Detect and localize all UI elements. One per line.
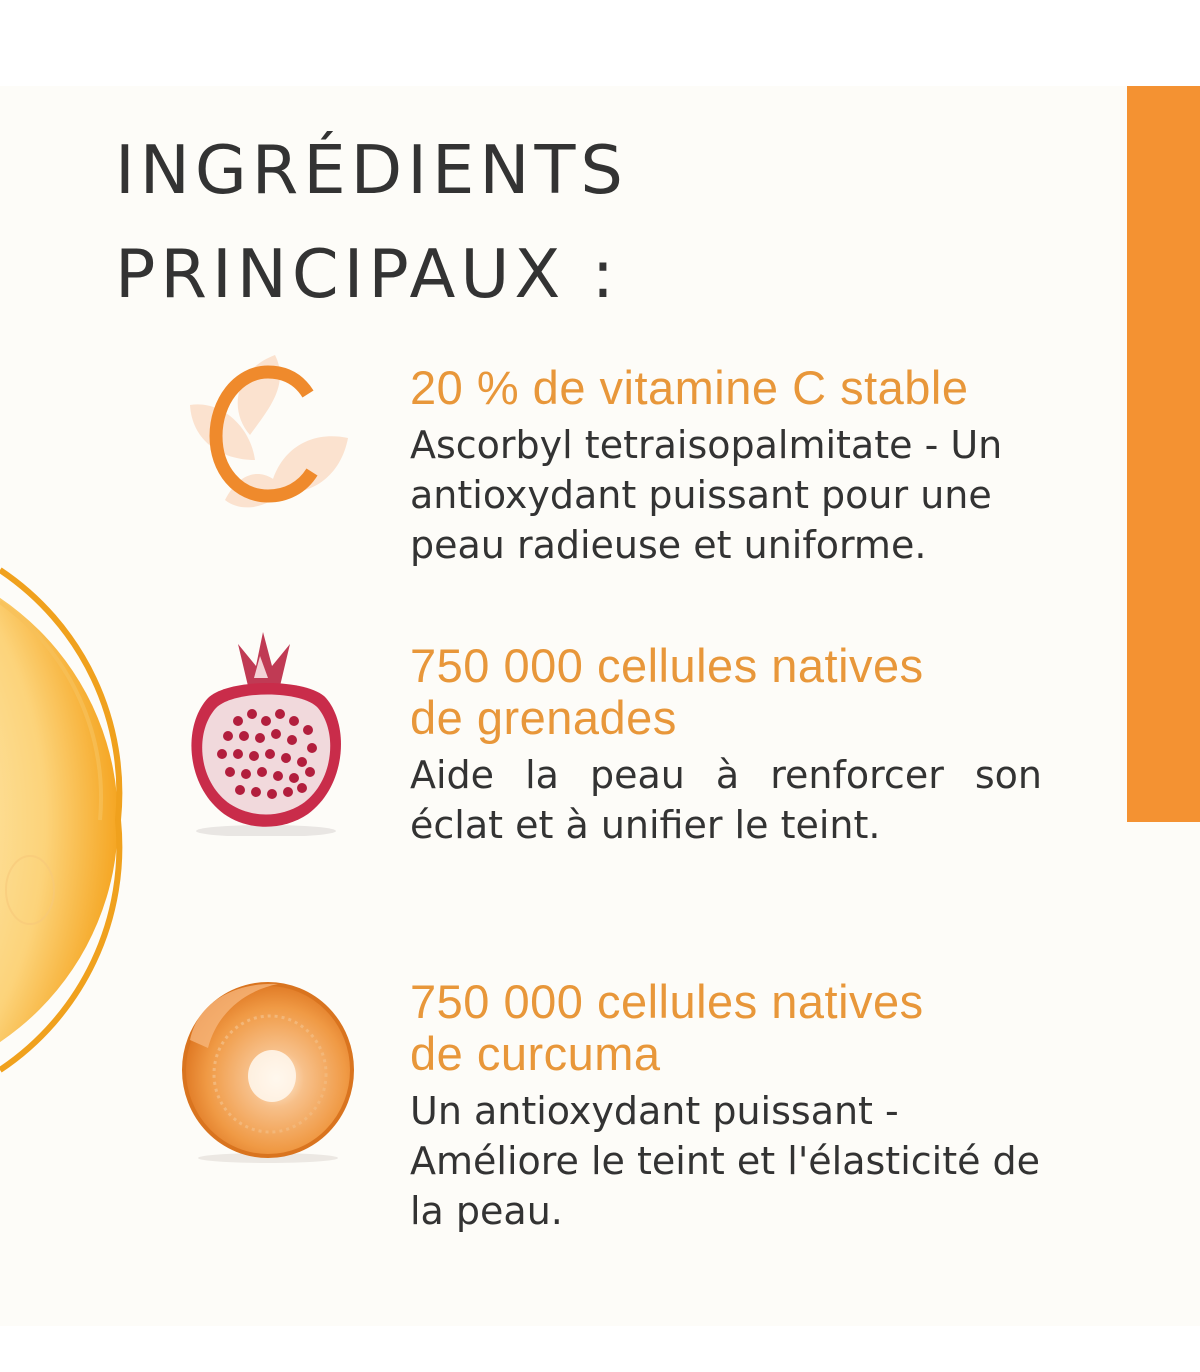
oil-drop-image xyxy=(0,540,130,1100)
pomegranate-icon xyxy=(168,626,358,836)
title-line-2: PRINCIPAUX : xyxy=(115,235,620,313)
ingredient-item xyxy=(410,976,1060,1236)
vitamin-c-leaf-icon xyxy=(180,350,350,510)
orange-accent-bar xyxy=(1127,86,1200,822)
ingredient-item xyxy=(410,640,1060,850)
ingredient-description: Un antioxydant puissant - Améliore le teint et l'élasticité de la peau. xyxy=(410,1089,1041,1233)
ingredient-title: 750 000 cellules natives de grenades xyxy=(410,639,924,744)
turmeric-slice-icon xyxy=(168,970,363,1165)
ingredient-title: 750 000 cellules natives de curcuma xyxy=(410,975,924,1080)
page-title xyxy=(115,118,628,326)
ingredient-title: 20 % de vitamine C stable xyxy=(410,361,969,414)
ingredient-item xyxy=(410,362,1060,570)
ingredient-description: Aide la peau à renforcer son éclat et à unifier le teint. xyxy=(410,753,1042,847)
title-line-1: INGRÉDIENTS xyxy=(115,131,628,209)
ingredient-description: Ascorbyl tetraisopalmitate - Un antioxydant puissant pour une peau radieuse et uniforme. xyxy=(410,423,1003,567)
